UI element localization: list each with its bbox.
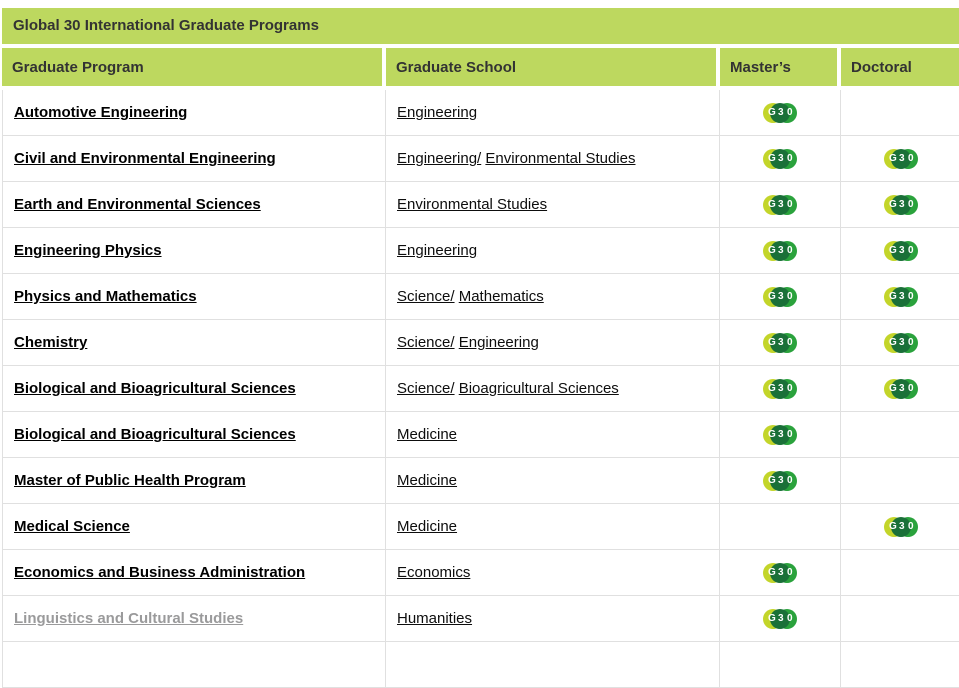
g30-letter: 3: [778, 336, 784, 348]
g30-badge-doctoral: [884, 517, 918, 537]
program-cell: [2, 228, 386, 274]
g30-letter: G: [889, 290, 897, 302]
g30-letter: G: [889, 198, 897, 210]
program-cell: [2, 504, 386, 550]
table-row: [2, 320, 959, 366]
table-header: [2, 48, 959, 90]
programs-table: [2, 48, 959, 688]
g30-letter: 3: [778, 198, 784, 210]
program-cell: [2, 182, 386, 228]
table-row: [2, 228, 959, 274]
g30-letter: 3: [778, 106, 784, 118]
g30-badge-masters: [763, 195, 797, 215]
table-row: [2, 136, 959, 182]
table-row: [2, 274, 959, 320]
program-cell: [2, 90, 386, 136]
g30-letter: 3: [778, 612, 784, 624]
g30-letter: 3: [899, 336, 905, 348]
program-cell: [2, 320, 386, 366]
g30-badge-masters: [763, 287, 797, 307]
school-link[interactable]: Economics: [397, 564, 471, 581]
g30-letter: 0: [787, 566, 793, 578]
g30-letter: 0: [908, 198, 914, 210]
table-row: [2, 504, 959, 550]
g30-letter: G: [768, 152, 776, 164]
g30-letter: 0: [787, 290, 793, 302]
g30-letter: 3: [899, 290, 905, 302]
g30-letter: 0: [787, 198, 793, 210]
school-link[interactable]: Science/: [397, 334, 455, 351]
g30-letter: 0: [787, 382, 793, 394]
g30-badge-doctoral: [884, 379, 918, 399]
g30-letter: 0: [908, 244, 914, 256]
masters-cell: [720, 136, 841, 182]
g30-badge-masters: [763, 609, 797, 629]
g30-letter: G: [889, 520, 897, 532]
program-cell: [2, 136, 386, 182]
doctoral-cell: [841, 228, 959, 274]
g30-letter: 0: [787, 106, 793, 118]
program-link[interactable]: Engineering Physics: [14, 242, 162, 259]
program-cell: [2, 596, 386, 642]
school-cell: [386, 320, 720, 366]
g30-letter: 0: [787, 152, 793, 164]
masters-cell: [720, 504, 841, 550]
g30-badge-masters: [763, 471, 797, 491]
school-cell: [386, 274, 720, 320]
g30-letter: G: [768, 474, 776, 486]
school-link[interactable]: Engineering: [397, 104, 478, 121]
g30-letter: 3: [899, 244, 905, 256]
g30-letter: G: [768, 290, 776, 302]
g30-letter: 3: [778, 428, 784, 440]
g30-badge-masters: [763, 333, 797, 353]
column-header-graduate-program: Graduate Program: [2, 48, 386, 90]
g30-letter: G: [889, 244, 897, 256]
school-cell: [386, 504, 720, 550]
program-link[interactable]: Linguistics and Cultural Studies: [14, 610, 244, 627]
doctoral-cell: [841, 320, 959, 366]
program-cell: [2, 274, 386, 320]
table-title: Global 30 International Graduate Programs: [2, 8, 959, 44]
doctoral-cell: [841, 550, 959, 596]
program-link[interactable]: Chemistry: [14, 334, 88, 351]
table-body: [2, 90, 959, 688]
school-link[interactable]: Medicine: [397, 472, 458, 489]
doctoral-cell: [841, 596, 959, 642]
masters-cell: [720, 320, 841, 366]
school-cell: [386, 550, 720, 596]
empty-cell: [386, 642, 720, 688]
doctoral-cell: [841, 504, 959, 550]
school-link[interactable]: Science/: [397, 288, 455, 305]
table-row: [2, 550, 959, 596]
school-link[interactable]: Engineering/: [397, 150, 482, 167]
school-link[interactable]: Humanities: [397, 610, 473, 627]
masters-cell: [720, 596, 841, 642]
g30-letter: G: [889, 152, 897, 164]
header-row: [2, 48, 959, 90]
empty-cell: [841, 642, 959, 688]
table-row-partial: [2, 642, 959, 688]
column-header-graduate-school: Graduate School: [386, 48, 720, 90]
g30-letter: 3: [778, 290, 784, 302]
program-cell: [2, 412, 386, 458]
g30-letter: 0: [908, 290, 914, 302]
doctoral-cell: [841, 412, 959, 458]
masters-cell: [720, 412, 841, 458]
g30-badge-masters: [763, 149, 797, 169]
graduate-programs-table: [2, 8, 959, 688]
g30-letter: G: [768, 336, 776, 348]
g30-letter: 0: [787, 428, 793, 440]
masters-cell: [720, 182, 841, 228]
program-link[interactable]: Physics and Mathematics: [14, 288, 197, 305]
g30-letter: G: [768, 244, 776, 256]
table-row: [2, 182, 959, 228]
masters-cell: [720, 274, 841, 320]
g30-letter: G: [768, 566, 776, 578]
g30-letter: G: [768, 428, 776, 440]
table-row: [2, 90, 959, 136]
school-cell: [386, 596, 720, 642]
column-header-doctoral: Doctoral: [841, 48, 959, 90]
program-cell: [2, 366, 386, 412]
g30-badge-masters: [763, 103, 797, 123]
table-row: [2, 458, 959, 504]
program-link[interactable]: Master of Public Health Program: [14, 472, 246, 489]
g30-badge-doctoral: [884, 241, 918, 261]
school-link[interactable]: Environmental Studies: [397, 196, 548, 213]
g30-badge-masters: [763, 379, 797, 399]
g30-letter: G: [768, 612, 776, 624]
g30-letter: 0: [908, 520, 914, 532]
school-link[interactable]: Mathematics: [458, 288, 544, 305]
program-link[interactable]: Biological and Bioagricultural Sciences: [14, 426, 296, 443]
g30-badge-masters: [763, 241, 797, 261]
g30-letter: G: [768, 382, 776, 394]
g30-letter: 0: [908, 336, 914, 348]
school-cell: [386, 182, 720, 228]
school-cell: [386, 366, 720, 412]
masters-cell: [720, 550, 841, 596]
g30-letter: 3: [899, 382, 905, 394]
doctoral-cell: [841, 90, 959, 136]
school-link[interactable]: Medicine: [397, 518, 458, 535]
g30-letter: 0: [787, 336, 793, 348]
school-link[interactable]: Science/: [397, 380, 455, 397]
program-link[interactable]: Medical Science: [14, 518, 130, 535]
empty-cell: [2, 642, 386, 688]
table-row: [2, 596, 959, 642]
school-cell: [386, 136, 720, 182]
g30-letter: 0: [908, 152, 914, 164]
doctoral-cell: [841, 366, 959, 412]
g30-letter: 3: [778, 382, 784, 394]
masters-cell: [720, 458, 841, 504]
g30-letter: 3: [778, 566, 784, 578]
program-link[interactable]: Civil and Environmental Engineering: [14, 150, 276, 167]
program-link[interactable]: Economics and Business Administration: [14, 564, 306, 581]
g30-badge-doctoral: [884, 195, 918, 215]
g30-letter: 0: [787, 244, 793, 256]
program-link[interactable]: Earth and Environmental Sciences: [14, 196, 261, 213]
masters-cell: [720, 228, 841, 274]
school-cell: [386, 228, 720, 274]
program-cell: [2, 550, 386, 596]
column-header-masters: Master’s: [720, 48, 841, 90]
g30-letter: 0: [787, 474, 793, 486]
school-link[interactable]: Engineering: [397, 242, 478, 259]
school-cell: [386, 412, 720, 458]
g30-letter: 3: [899, 520, 905, 532]
masters-cell: [720, 366, 841, 412]
school-link[interactable]: Environmental Studies: [485, 150, 636, 167]
school-link[interactable]: Engineering: [458, 334, 539, 351]
g30-letter: 0: [908, 382, 914, 394]
g30-letter: 3: [778, 244, 784, 256]
g30-letter: G: [768, 106, 776, 118]
doctoral-cell: [841, 274, 959, 320]
g30-badge-doctoral: [884, 333, 918, 353]
program-link[interactable]: Biological and Bioagricultural Sciences: [14, 380, 296, 397]
doctoral-cell: [841, 182, 959, 228]
doctoral-cell: [841, 136, 959, 182]
school-cell: [386, 90, 720, 136]
g30-letter: 3: [899, 152, 905, 164]
school-link[interactable]: Medicine: [397, 426, 458, 443]
program-link[interactable]: Automotive Engineering: [14, 104, 188, 121]
empty-cell: [720, 642, 841, 688]
school-cell: [386, 458, 720, 504]
g30-letter: G: [889, 382, 897, 394]
masters-cell: [720, 90, 841, 136]
g30-letter: 3: [778, 474, 784, 486]
g30-letter: 3: [778, 152, 784, 164]
g30-letter: G: [768, 198, 776, 210]
g30-badge-masters: [763, 563, 797, 583]
g30-badge-masters: [763, 425, 797, 445]
school-link[interactable]: Bioagricultural Sciences: [458, 380, 619, 397]
table-row: [2, 366, 959, 412]
table-row: [2, 412, 959, 458]
g30-badge-doctoral: [884, 287, 918, 307]
g30-letter: G: [889, 336, 897, 348]
program-cell: [2, 458, 386, 504]
g30-badge-doctoral: [884, 149, 918, 169]
doctoral-cell: [841, 458, 959, 504]
g30-letter: 3: [899, 198, 905, 210]
g30-letter: 0: [787, 612, 793, 624]
